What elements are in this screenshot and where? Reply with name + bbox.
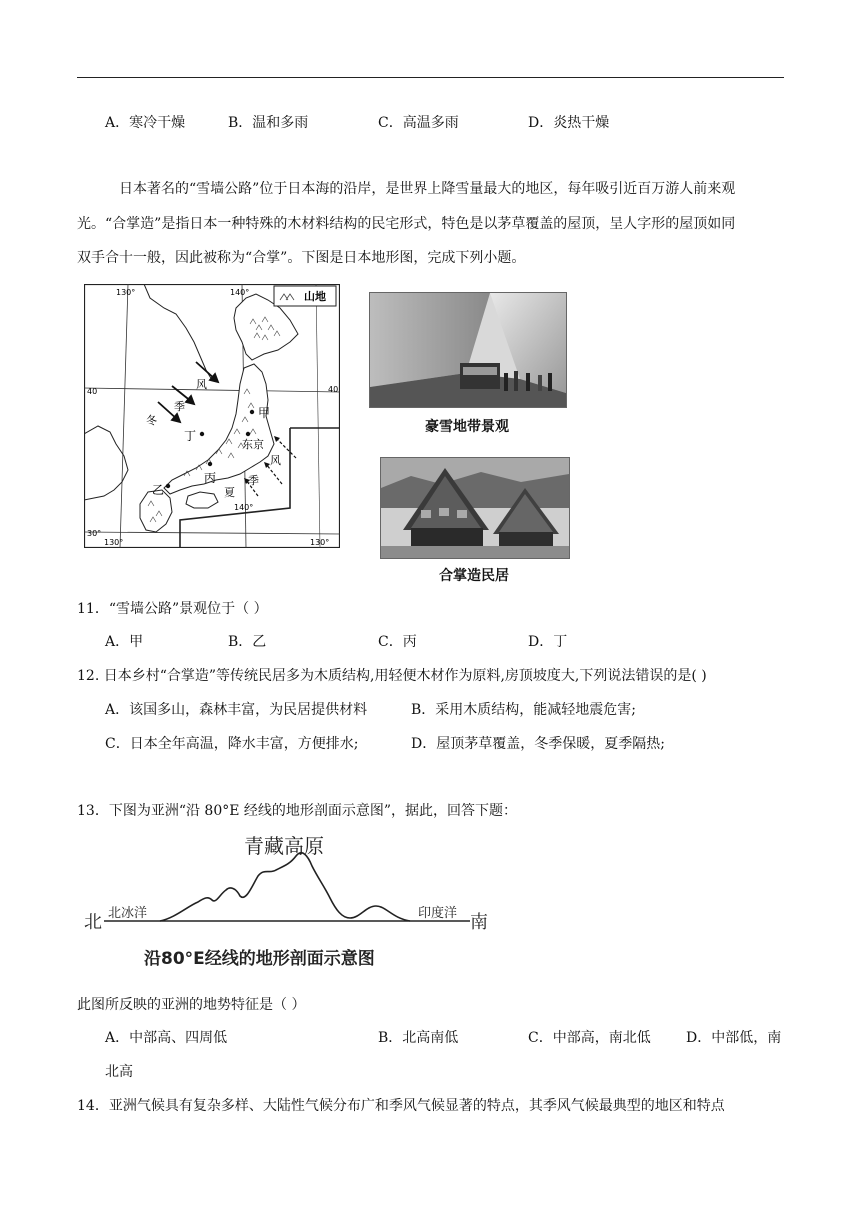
- q10-option-d: D．炎热干燥: [528, 115, 610, 131]
- map-lon-bottom-3: 130°: [310, 538, 330, 547]
- intro-line-2: 光。“合掌造”是指日本一种特殊的木材料结构的民宅形式，特色是以茅草覆盖的屋顶，呈人字形的屋顶如同: [77, 216, 736, 232]
- snow-wall-photo: [369, 292, 567, 408]
- map-label-tokyo: 东京: [242, 438, 264, 451]
- profile-arctic-ocean: 北冰洋: [108, 906, 148, 921]
- q14-stem: 14．亚洲气候具有复杂多样、大陆性气候分布广和季风气候显著的特点，其季风气候最典型的地区和特点: [77, 1098, 725, 1114]
- map-label-ji-summer: 季: [248, 474, 259, 487]
- q12-option-d: D．屋顶茅草覆盖，冬季保暖，夏季隔热;: [411, 736, 665, 752]
- map-label-ding: 丁: [184, 429, 197, 443]
- q13-option-b: B．北高南低: [378, 1030, 459, 1046]
- q13-stem: 13．下图为亚洲“沿 80°E 经线的地形剖面示意图”，据此，回答下题：: [77, 803, 518, 819]
- map-label-xia: 夏: [224, 486, 235, 499]
- q10-option-c: C．高温多雨: [378, 115, 459, 131]
- profile-title: 青藏高原: [244, 834, 324, 858]
- house-photo-caption: 合掌造民居: [439, 568, 509, 584]
- map-label-feng-winter: 风: [196, 378, 207, 391]
- gassho-house-photo: [380, 457, 570, 559]
- map-label-feng-summer: 风: [270, 454, 281, 467]
- q13-option-a: A．中部高、四周低: [105, 1030, 228, 1046]
- q11-stem: 11．“雪墙公路”景观位于（ ）: [77, 601, 268, 617]
- map-legend-label: 山地: [304, 290, 326, 303]
- q10-option-b: B．温和多雨: [228, 115, 309, 131]
- q10-option-a: A．寒冷干燥: [105, 115, 186, 131]
- map-lon-top-1: 130°: [116, 288, 136, 297]
- map-label-jia: 甲: [258, 406, 271, 420]
- q11-option-d: D．丁: [528, 634, 568, 650]
- q12-option-c: C．日本全年高温，降水丰富，方便排水;: [105, 736, 359, 752]
- q13-question: 此图所反映的亚洲的地势特征是（ ）: [77, 997, 306, 1013]
- snow-photo-caption: 豪雪地带景观: [425, 419, 509, 435]
- terrain-profile-figure: [80, 826, 500, 976]
- q11-option-c: C．丙: [378, 634, 417, 650]
- q12-option-b: B．采用木质结构，能减轻地震危害;: [411, 702, 637, 718]
- map-lat-40-left: 40: [87, 387, 98, 396]
- map-lat-40-right: 40: [328, 385, 339, 394]
- q12-option-a: A．该国多山，森林丰富，为民居提供材料: [105, 702, 368, 718]
- q13-option-d: D．中部低，南: [686, 1030, 782, 1046]
- map-lat-30: 30°: [87, 529, 102, 538]
- map-lon-bottom-1: 130°: [104, 538, 124, 547]
- profile-south: 南: [470, 912, 488, 933]
- japan-map: [84, 284, 340, 548]
- map-label-ji-winter: 季: [174, 400, 185, 413]
- map-label-dong: 冬: [146, 414, 157, 427]
- q11-option-a: A．甲: [105, 634, 144, 650]
- map-lon-top-2: 140°: [230, 288, 250, 297]
- profile-north: 北: [84, 912, 102, 933]
- map-label-bing: 丙: [204, 471, 217, 485]
- map-label-yi: 乙: [152, 483, 165, 497]
- map-lon-bottom-2: 140°: [234, 503, 254, 512]
- q11-option-b: B．乙: [228, 634, 267, 650]
- q12-stem: 12. 日本乡村“合掌造”等传统民居多为木质结构,用轻便木材作为原料,房顶坡度大,下列说法错误的是( ): [77, 668, 707, 684]
- intro-line-3: 双手合十一般，因此被称为“合掌”。下图是日本地形图，完成下列小题。: [77, 250, 526, 266]
- profile-caption: 沿80°E经线的地形剖面示意图: [144, 949, 375, 969]
- q13-option-c: C．中部高，南北低: [528, 1030, 651, 1046]
- profile-indian-ocean: 印度洋: [418, 906, 458, 921]
- header-rule: [77, 77, 784, 78]
- intro-line-1: 日本著名的“雪墙公路”位于日本海的沿岸，是世界上降雪量最大的地区，每年吸引近百万游人前来观: [119, 181, 736, 197]
- q13-option-d-continued: 北高: [105, 1064, 133, 1080]
